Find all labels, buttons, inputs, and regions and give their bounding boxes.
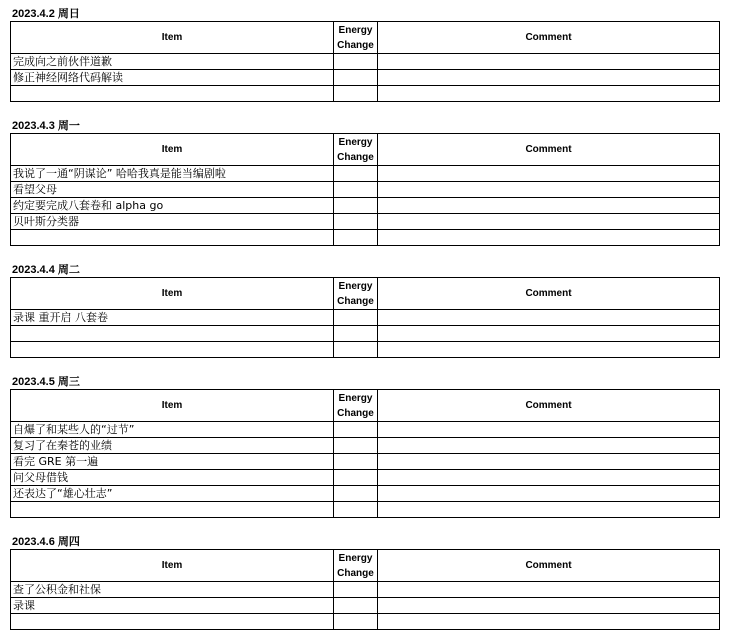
table-row bbox=[11, 310, 720, 326]
item-cell bbox=[11, 502, 334, 518]
item-header: Item bbox=[11, 550, 334, 582]
item-cell: 复习了在秦苍的业绩 bbox=[11, 438, 334, 454]
comment-cell bbox=[378, 230, 720, 246]
energy-cell bbox=[334, 70, 378, 86]
date-heading: 2023.4.3 周一 bbox=[12, 120, 80, 132]
energy-change-header: Energy Change bbox=[334, 390, 378, 422]
energy-cell bbox=[334, 598, 378, 614]
table-row bbox=[11, 486, 720, 502]
item-cell: 查了公积金和社保 bbox=[11, 582, 334, 598]
comment-cell bbox=[378, 614, 720, 630]
item-cell: 录课 重开启 八套卷 bbox=[11, 310, 334, 326]
comment-cell bbox=[378, 454, 720, 470]
energy-cell bbox=[334, 166, 378, 182]
comment-cell bbox=[378, 54, 720, 70]
comment-cell bbox=[378, 198, 720, 214]
day-table bbox=[10, 277, 720, 358]
item-cell: 看望父母 bbox=[11, 182, 334, 198]
item-cell: 贝叶斯分类器 bbox=[11, 214, 334, 230]
item-header: Item bbox=[11, 22, 334, 54]
item-header: Item bbox=[11, 390, 334, 422]
comment-header: Comment bbox=[378, 22, 720, 54]
energy-change-header: Energy Change bbox=[334, 278, 378, 310]
item-cell: 修正神经网络代码解读 bbox=[11, 70, 334, 86]
comment-cell bbox=[378, 486, 720, 502]
energy-cell bbox=[334, 230, 378, 246]
table-row bbox=[11, 614, 720, 630]
comment-header: Comment bbox=[378, 278, 720, 310]
table-row bbox=[11, 438, 720, 454]
table-row bbox=[11, 198, 720, 214]
table-row bbox=[11, 470, 720, 486]
item-cell: 完成向之前伙伴道歉 bbox=[11, 54, 334, 70]
energy-cell bbox=[334, 326, 378, 342]
comment-header: Comment bbox=[378, 550, 720, 582]
item-header: Item bbox=[11, 134, 334, 166]
energy-cell bbox=[334, 86, 378, 102]
energy-cell bbox=[334, 470, 378, 486]
comment-cell bbox=[378, 438, 720, 454]
item-cell: 问父母借钱 bbox=[11, 470, 334, 486]
energy-cell bbox=[334, 582, 378, 598]
table-row bbox=[11, 54, 720, 70]
comment-cell bbox=[378, 166, 720, 182]
day-table bbox=[10, 21, 720, 102]
comment-cell bbox=[378, 310, 720, 326]
table-row bbox=[11, 326, 720, 342]
comment-header: Comment bbox=[378, 390, 720, 422]
date-heading: 2023.4.2 周日 bbox=[12, 8, 80, 20]
energy-cell bbox=[334, 486, 378, 502]
table-row bbox=[11, 422, 720, 438]
item-cell bbox=[11, 614, 334, 630]
energy-change-header: Energy Change bbox=[334, 134, 378, 166]
comment-cell bbox=[378, 422, 720, 438]
item-cell bbox=[11, 342, 334, 358]
day-table bbox=[10, 389, 720, 518]
table-row bbox=[11, 598, 720, 614]
comment-header: Comment bbox=[378, 134, 720, 166]
table-row bbox=[11, 342, 720, 358]
comment-cell bbox=[378, 86, 720, 102]
item-header: Item bbox=[11, 278, 334, 310]
table-row bbox=[11, 582, 720, 598]
day-table bbox=[10, 549, 720, 630]
comment-cell bbox=[378, 70, 720, 86]
comment-cell bbox=[378, 326, 720, 342]
comment-cell bbox=[378, 470, 720, 486]
date-heading: 2023.4.6 周四 bbox=[12, 536, 80, 548]
energy-cell bbox=[334, 502, 378, 518]
energy-cell bbox=[334, 198, 378, 214]
header-row bbox=[11, 22, 720, 54]
energy-change-header: Energy Change bbox=[334, 22, 378, 54]
item-cell: 约定要完成八套卷和 alpha go bbox=[11, 198, 334, 214]
comment-cell bbox=[378, 502, 720, 518]
item-cell bbox=[11, 326, 334, 342]
item-cell bbox=[11, 230, 334, 246]
date-heading: 2023.4.5 周三 bbox=[12, 376, 80, 388]
energy-cell bbox=[334, 182, 378, 198]
table-row bbox=[11, 502, 720, 518]
table-row bbox=[11, 214, 720, 230]
table-row bbox=[11, 182, 720, 198]
table-row bbox=[11, 454, 720, 470]
comment-cell bbox=[378, 214, 720, 230]
comment-cell bbox=[378, 182, 720, 198]
energy-cell bbox=[334, 214, 378, 230]
item-cell: 还表达了“雄心壮志” bbox=[11, 486, 334, 502]
comment-cell bbox=[378, 598, 720, 614]
energy-cell bbox=[334, 422, 378, 438]
energy-cell bbox=[334, 342, 378, 358]
energy-cell bbox=[334, 454, 378, 470]
energy-cell bbox=[334, 438, 378, 454]
comment-cell bbox=[378, 342, 720, 358]
energy-cell bbox=[334, 54, 378, 70]
comment-cell bbox=[378, 582, 720, 598]
day-table bbox=[10, 133, 720, 246]
energy-cell bbox=[334, 614, 378, 630]
energy-change-header: Energy Change bbox=[334, 550, 378, 582]
header-row bbox=[11, 278, 720, 310]
energy-cell bbox=[334, 310, 378, 326]
item-cell: 录课 bbox=[11, 598, 334, 614]
item-cell: 我说了一通“阴谋论” 哈哈我真是能当编剧啦 bbox=[11, 166, 334, 182]
header-row bbox=[11, 134, 720, 166]
date-heading: 2023.4.4 周二 bbox=[12, 264, 80, 276]
table-row bbox=[11, 70, 720, 86]
header-row bbox=[11, 550, 720, 582]
table-row bbox=[11, 86, 720, 102]
item-cell bbox=[11, 86, 334, 102]
table-row bbox=[11, 166, 720, 182]
table-row bbox=[11, 230, 720, 246]
item-cell: 看完 GRE 第一遍 bbox=[11, 454, 334, 470]
header-row bbox=[11, 390, 720, 422]
item-cell: 自爆了和某些人的“过节” bbox=[11, 422, 334, 438]
